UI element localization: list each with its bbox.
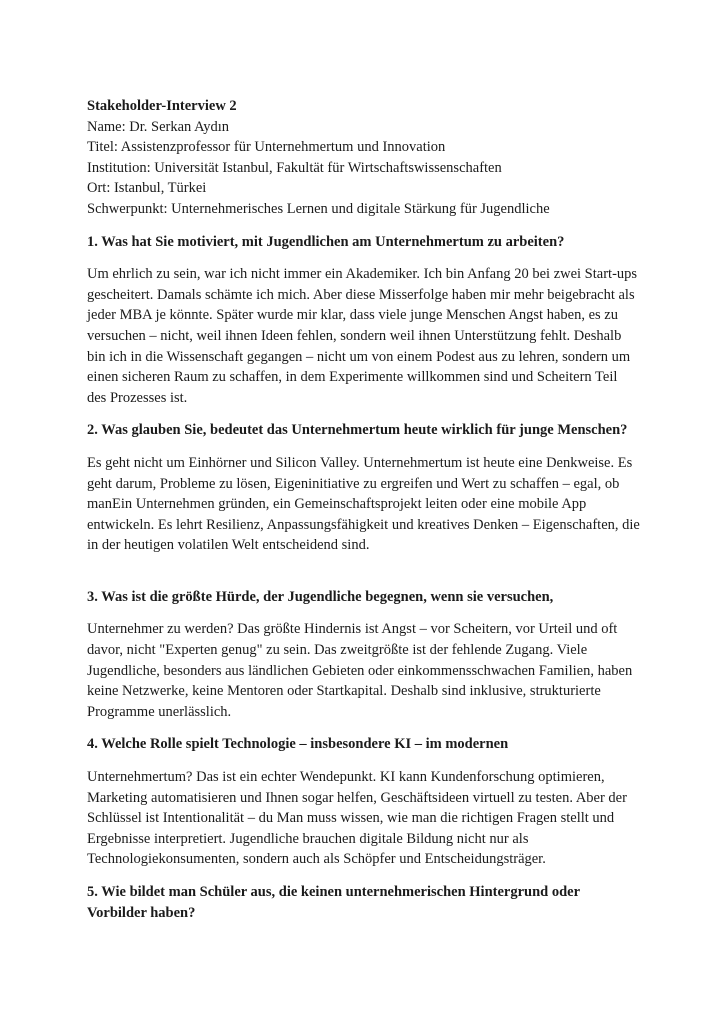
- question-heading-2: 2. Was glauben Sie, bedeutet das Unternehmertum heute wirklich für junge Menschen?: [87, 422, 628, 439]
- answer-paragraph-4: Unternehmertum? Das ist ein echter Wendepunkt. KI kann Kundenforschung optimieren, Marketing automatisieren und Ihnen sogar helfen, Geschäftsideen virtuell zu testen. Aber der Schlüssel ist Intentionalität – du Man muss wissen, wie man die richtigen Fragen stellt und Ergebnisse interpretiert. Jugendliche brauchen digitale Bildung nicht nur als Technologiekonsumenten, sondern auch als Schöpfer und Entscheidungsträger.: [87, 769, 627, 868]
- answer-paragraph-2: Es geht nicht um Einhörner und Silicon Valley. Unternehmertum ist heute eine Denkweise. Es geht darum, Probleme zu lösen, Eigeninitiative zu ergreifen und Wert zu schaffen – egal, ob manEin Unternehmen gründen, ein Gemeinschaftsprojekt leiten oder eine mobile App entwickeln. Es lehrt Resilienz, Anpassungsfähigkeit und kreatives Denken – Eigenschaften, die in der heutigen volatilen Welt entscheidend sind.: [87, 454, 640, 554]
- meta-line-name: Name: Dr. Serkan Aydın: [87, 118, 230, 135]
- meta-line-institution: Institution: Universität Istanbul, Fakultät für Wirtschaftswissenschaften: [87, 159, 502, 176]
- qa-section-3: [87, 587, 640, 723]
- question-heading-5: 5. Wie bildet man Schüler aus, die keinen unternehmerischen Hintergrund oder Vorbilder haben?: [87, 884, 580, 921]
- meta-line-titel: Titel: Assistenzprofessor für Unternehmertum und Innovation: [87, 139, 446, 156]
- qa-section-4: [87, 734, 640, 870]
- document-title: Stakeholder-Interview 2: [87, 98, 237, 114]
- answer-paragraph-1: Um ehrlich zu sein, war ich nicht immer ein Akademiker. Ich bin Anfang 20 bei zwei Start-ups gescheitert. Damals schämte ich mich. Aber diese Misserfolge haben mir mehr beigebracht als jeder MBA je könnte. Später wurde mir klar, dass viele junge Menschen Angst haben, es zu versuchen – nicht, weil ihnen Ideen fehlen, sondern weil ihnen Unterstützung fehlt. Deshalb bin ich in die Wissenschaft gegangen – nicht um von einem Podest aus zu lehren, sondern um einen sicheren Raum zu schaffen, in dem Experimente willkommen sind und Scheitern Teil des Prozesses ist.: [87, 266, 638, 406]
- qa-section-2: [87, 420, 640, 556]
- meta-line-schwerpunkt: Schwerpunkt: Unternehmerisches Lernen und digitale Stärkung für Jugendliche: [87, 200, 550, 217]
- question-heading-1: 1. Was hat Sie motiviert, mit Jugendlichen am Unternehmertum zu arbeiten?: [87, 233, 565, 250]
- answer-paragraph-3: Unternehmer zu werden? Das größte Hindernis ist Angst – vor Scheitern, vor Urteil und oft davor, nicht "Experten genug" zu sein. Das zweitgrößte ist der fehlende Zugang. Viele Jugendliche, besonders aus ländlichen Gebieten oder einkommensschwachen Familien, haben keine Netzwerke, keine Mentoren oder Startkapital. Deshalb sind inklusive, strukturierte Programme unerlässlich.: [87, 621, 633, 720]
- meta-line-ort: Ort: Istanbul, Türkei: [87, 180, 207, 197]
- question-heading-3: 3. Was ist die größte Hürde, der Jugendliche begegnen, wenn sie versuchen,: [87, 588, 554, 605]
- qa-section-5: [87, 882, 640, 923]
- qa-section-1: [87, 232, 640, 409]
- question-heading-4: 4. Welche Rolle spielt Technologie – insbesondere KI – im modernen: [87, 736, 509, 753]
- interviewee-details: [87, 117, 640, 220]
